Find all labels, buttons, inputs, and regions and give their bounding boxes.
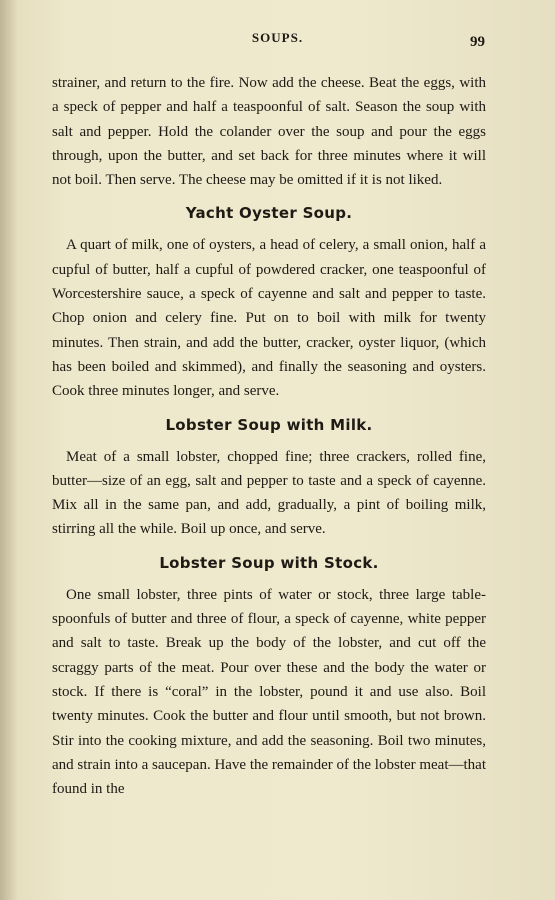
running-head: SOUPS. xyxy=(251,30,304,45)
recipe-body-yacht-oyster-soup: A quart of milk, one of oysters, a head of celery, a small onion, half a cupful of butter, half a cupful of powdered cracker, one teaspoonful of Worcestershire sauce, a speck of cayenne and salt and pepper to taste. Chop onion and celery fine. Put on to boil with milk for twenty minutes. Then strain, and add the butter, cracker, oyster liquor, (which has been boiled and skimmed), and finally the seasoning and oysters. Cook three minutes longer, and serve. xyxy=(52,237,486,400)
recipe-title-lobster-soup-with-stock: Lobster Soup with Stock. xyxy=(159,553,379,572)
recipe-title-lobster-soup-with-milk: Lobster Soup with Milk. xyxy=(165,415,373,434)
page-number: 99 xyxy=(470,34,485,50)
recipe-body-lobster-soup-with-stock: One small lobster, three pints of water or stock, three large table-spoonfuls of butter and three of flour, a speck of cayenne, white pepper and salt to taste. Break up the body of the lobster, and cut off the scraggy parts of the meat. Pour over these and the body the water or stock. If there is “coral” in the lobster, pound it and use also. Boil twenty minutes. Cook the butter and flour until smooth, but not brown. Stir into the cooking mixture, and add the seasoning. Boil two minutes, and strain into a saucepan. Have the remainder of the lobster meat—that found in the xyxy=(52,586,487,798)
text-block xyxy=(52,71,486,801)
recipe-title-yacht-oyster-soup: Yacht Oyster Soup. xyxy=(185,204,353,223)
recipe-body-lobster-soup-with-milk: Meat of a small lobster, chopped fine; three crackers, rolled fine, butter—size of an egg, salt and pepper to taste and a speck of cayenne. Mix all in the same pan, and add, gradually, a pint of boiling milk, stirring all the while. Boil up once, and serve. xyxy=(52,448,486,538)
binding-shadow xyxy=(0,0,18,900)
continued-paragraph: strainer, and return to the fire. Now add the cheese. Beat the eggs, with a speck of pepper and half a teaspoonful of salt. Season the soup with salt and pepper. Hold the colander over the soup and pour the eggs through, upon the butter, and set back for three minutes where it will not boil. Then serve. The cheese may be omitted if it is not liked. xyxy=(52,75,486,189)
